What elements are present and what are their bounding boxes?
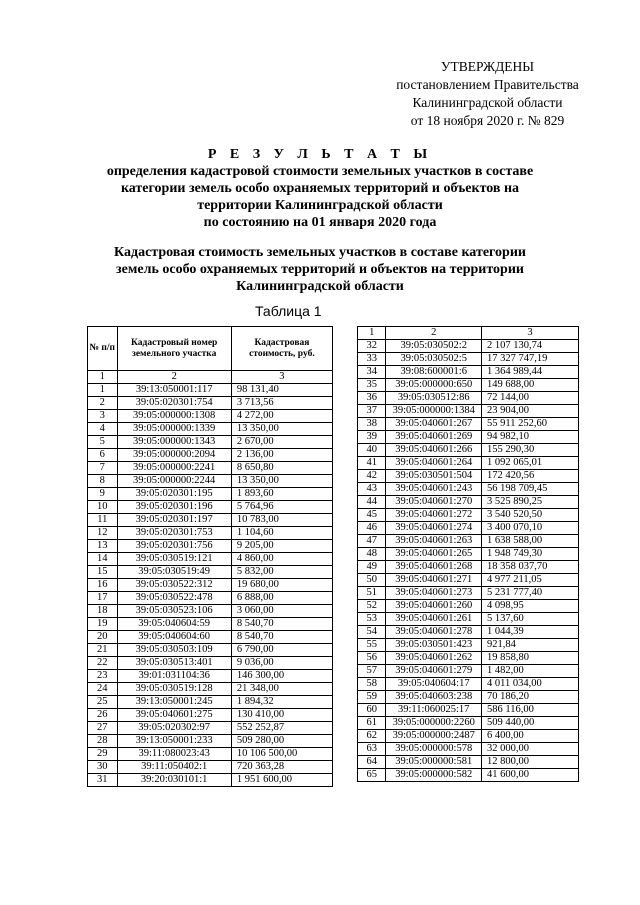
cadastral-value-cell: 4 977 211,05: [482, 574, 579, 587]
row-number-cell: 38: [358, 418, 386, 431]
table-row: [88, 644, 333, 657]
cadastral-number-cell: 39:05:000000:1343: [117, 436, 231, 449]
table-row: [358, 574, 579, 587]
row-number-cell: 10: [88, 501, 118, 514]
row-number-cell: 24: [88, 683, 118, 696]
cadastral-number-cell: 39:05:030519:49: [117, 566, 231, 579]
cadastral-number-cell: 39:05:000000:582: [386, 769, 482, 782]
table-row: [88, 761, 333, 774]
cadastral-number-cell: 39:20:030101:1: [117, 774, 231, 787]
cadastral-value-cell: 12 800,00: [482, 756, 579, 769]
row-number-cell: 45: [358, 509, 386, 522]
table-row: [88, 631, 333, 644]
row-number-cell: 54: [358, 626, 386, 639]
table-row: [358, 483, 579, 496]
column-number-cell: 3: [482, 327, 579, 340]
cadastral-value-cell: 1 951 600,00: [231, 774, 332, 787]
table-row: [358, 353, 579, 366]
row-number-cell: 14: [88, 553, 118, 566]
cadastral-value-cell: 149 688,00: [482, 379, 579, 392]
cadastral-number-cell: 39:05:040601:275: [117, 709, 231, 722]
cadastral-number-cell: 39:08:600001:6: [386, 366, 482, 379]
title-heading: Р Е З У Л Ь Т А Т Ы: [207, 147, 433, 162]
row-number-cell: 63: [358, 743, 386, 756]
table-row: [358, 769, 579, 782]
row-number-cell: 48: [358, 548, 386, 561]
cadastral-number-cell: 39:05:040601:262: [386, 652, 482, 665]
row-number-cell: 18: [88, 605, 118, 618]
table-row: [358, 379, 579, 392]
table-row: [88, 735, 333, 748]
cadastral-number-cell: 39:05:040601:243: [386, 483, 482, 496]
caption-line: Кадастровая стоимость земельных участков в составе категории: [114, 245, 526, 260]
table-row: [358, 470, 579, 483]
column-number-cell: 1: [358, 327, 386, 340]
cadastral-value-cell: 6 400,00: [482, 730, 579, 743]
cadastral-number-cell: 39:05:000000:2487: [386, 730, 482, 743]
approval-line: постановлением Правительства: [396, 77, 579, 92]
cadastral-value-cell: 19 680,00: [231, 579, 332, 592]
row-number-cell: 65: [358, 769, 386, 782]
cadastral-number-cell: 39:05:040603:238: [386, 691, 482, 704]
header-number: № п/п: [88, 327, 118, 371]
cadastral-number-cell: 39:05:020301:754: [117, 397, 231, 410]
cadastral-number-cell: 39:05:020301:756: [117, 540, 231, 553]
cadastral-table-right: [357, 326, 579, 782]
title-line: территории Калининградской области: [197, 198, 443, 213]
column-number-cell: 1: [88, 371, 118, 384]
table-row: [88, 423, 333, 436]
row-number-cell: 30: [88, 761, 118, 774]
cadastral-number-cell: 39:05:040601:267: [386, 418, 482, 431]
row-number-cell: 37: [358, 405, 386, 418]
cadastral-value-cell: 10 106 500,00: [231, 748, 332, 761]
row-number-cell: 41: [358, 457, 386, 470]
cadastral-number-cell: 39:05:030512:86: [386, 392, 482, 405]
cadastral-value-cell: 4 860,00: [231, 553, 332, 566]
cadastral-value-cell: 41 600,00: [482, 769, 579, 782]
row-number-cell: 31: [88, 774, 118, 787]
cadastral-number-cell: 39:05:040601:269: [386, 431, 482, 444]
cadastral-value-cell: 5 137,60: [482, 613, 579, 626]
caption-line: Калининградской области: [236, 279, 404, 294]
cadastral-number-cell: 39:05:030523:106: [117, 605, 231, 618]
cadastral-value-cell: 98 131,40: [231, 384, 332, 397]
cadastral-number-cell: 39:05:020301:195: [117, 488, 231, 501]
cadastral-value-cell: 1 948 749,30: [482, 548, 579, 561]
approval-line: УТВЕРЖДЕНЫ: [440, 59, 535, 74]
table-row: [88, 670, 333, 683]
table-row: [358, 678, 579, 691]
row-number-cell: 15: [88, 566, 118, 579]
cadastral-value-cell: 586 116,00: [482, 704, 579, 717]
row-number-cell: 5: [88, 436, 118, 449]
cadastral-value-cell: 720 363,28: [231, 761, 332, 774]
cadastral-value-cell: 19 858,80: [482, 652, 579, 665]
cadastral-number-cell: 39:05:040601:268: [386, 561, 482, 574]
row-number-cell: 55: [358, 639, 386, 652]
cadastral-value-cell: 1 092 065,01: [482, 457, 579, 470]
cadastral-number-cell: 39:05:040601:263: [386, 535, 482, 548]
table-row: [88, 579, 333, 592]
header-cadastral-value: Кадастровая стоимость, руб.: [231, 327, 332, 371]
table-row: [358, 600, 579, 613]
cadastral-table-left: [87, 326, 333, 787]
cadastral-value-cell: 1 044,39: [482, 626, 579, 639]
table-row: [358, 626, 579, 639]
table-row: [358, 522, 579, 535]
cadastral-number-cell: 39:05:040601:264: [386, 457, 482, 470]
row-number-cell: 62: [358, 730, 386, 743]
table-row: [88, 553, 333, 566]
cadastral-number-cell: 39:11:080023:43: [117, 748, 231, 761]
row-number-cell: 49: [358, 561, 386, 574]
table-row: [358, 366, 579, 379]
cadastral-value-cell: 21 348,00: [231, 683, 332, 696]
cadastral-value-cell: 8 650,80: [231, 462, 332, 475]
table-row: [88, 384, 333, 397]
approval-line: от 18 ноября 2020 г. № 829: [410, 113, 565, 128]
cadastral-value-cell: 1 104,60: [231, 527, 332, 540]
table-row: [88, 774, 333, 787]
row-number-cell: 4: [88, 423, 118, 436]
cadastral-value-cell: 3 713,56: [231, 397, 332, 410]
row-number-cell: 46: [358, 522, 386, 535]
cadastral-value-cell: 8 540,70: [231, 631, 332, 644]
cadastral-number-cell: 39:05:030502:2: [386, 340, 482, 353]
table-caption: [100, 244, 540, 295]
table-row: [88, 397, 333, 410]
row-number-cell: 28: [88, 735, 118, 748]
table-row: [88, 527, 333, 540]
cadastral-number-cell: 39:13:050001:245: [117, 696, 231, 709]
table-row: [358, 418, 579, 431]
table-row: [88, 475, 333, 488]
cadastral-number-cell: 39:11:050402:1: [117, 761, 231, 774]
row-number-cell: 32: [358, 340, 386, 353]
cadastral-number-cell: 39:05:000000:581: [386, 756, 482, 769]
table-row: [358, 340, 579, 353]
cadastral-number-cell: 39:05:040601:279: [386, 665, 482, 678]
cadastral-value-cell: 509 280,00: [231, 735, 332, 748]
cadastral-value-cell: 8 540,70: [231, 618, 332, 631]
cadastral-number-cell: 39:05:030502:5: [386, 353, 482, 366]
title-line: по состоянию на 01 января 2020 года: [203, 215, 437, 230]
table-row: [358, 509, 579, 522]
row-number-cell: 7: [88, 462, 118, 475]
row-number-cell: 6: [88, 449, 118, 462]
table-row: [358, 652, 579, 665]
table-row: [88, 501, 333, 514]
cadastral-number-cell: 39:05:040601:261: [386, 613, 482, 626]
cadastral-value-cell: 509 440,00: [482, 717, 579, 730]
row-number-cell: 9: [88, 488, 118, 501]
cadastral-value-cell: 32 000,00: [482, 743, 579, 756]
row-number-cell: 64: [358, 756, 386, 769]
table-row: [358, 431, 579, 444]
approval-line: Калининградской области: [412, 95, 563, 110]
row-number-cell: 23: [88, 670, 118, 683]
table-row: [88, 540, 333, 553]
row-number-cell: 12: [88, 527, 118, 540]
cadastral-value-cell: 18 358 037,70: [482, 561, 579, 574]
table-row: [88, 722, 333, 735]
cadastral-value-cell: 94 982,10: [482, 431, 579, 444]
row-number-cell: 11: [88, 514, 118, 527]
row-number-cell: 58: [358, 678, 386, 691]
table-label: Таблица 1: [255, 303, 322, 319]
row-number-cell: 3: [88, 410, 118, 423]
row-number-cell: 53: [358, 613, 386, 626]
cadastral-number-cell: 39:05:040604:60: [117, 631, 231, 644]
row-number-cell: 25: [88, 696, 118, 709]
cadastral-number-cell: 39:05:000000:578: [386, 743, 482, 756]
cadastral-value-cell: 3 525 890,25: [482, 496, 579, 509]
cadastral-number-cell: 39:05:040601:273: [386, 587, 482, 600]
row-number-cell: 8: [88, 475, 118, 488]
cadastral-value-cell: 6 888,00: [231, 592, 332, 605]
cadastral-value-cell: 9 205,00: [231, 540, 332, 553]
cadastral-value-cell: 5 231 777,40: [482, 587, 579, 600]
cadastral-number-cell: 39:13:050001:233: [117, 735, 231, 748]
cadastral-number-cell: 39:05:040604:17: [386, 678, 482, 691]
table-row: [88, 657, 333, 670]
cadastral-number-cell: 39:13:050001:117: [117, 384, 231, 397]
cadastral-value-cell: 72 144,00: [482, 392, 579, 405]
cadastral-number-cell: 39:05:020302:97: [117, 722, 231, 735]
table-row: [88, 709, 333, 722]
cadastral-number-cell: 39:05:000000:1339: [117, 423, 231, 436]
cadastral-value-cell: 1 364 989,44: [482, 366, 579, 379]
table-row: [88, 449, 333, 462]
table-row: [88, 696, 333, 709]
row-number-cell: 43: [358, 483, 386, 496]
row-number-cell: 61: [358, 717, 386, 730]
table-row: [358, 613, 579, 626]
cadastral-value-cell: 5 764,96: [231, 501, 332, 514]
cadastral-value-cell: 155 290,30: [482, 444, 579, 457]
cadastral-value-cell: 146 300,00: [231, 670, 332, 683]
table-row: [358, 548, 579, 561]
table-row: [358, 496, 579, 509]
row-number-cell: 51: [358, 587, 386, 600]
cadastral-value-cell: 23 904,00: [482, 405, 579, 418]
table-row: [358, 691, 579, 704]
cadastral-value-cell: 172 420,56: [482, 470, 579, 483]
cadastral-number-cell: 39:05:000000:2241: [117, 462, 231, 475]
table-row: [88, 592, 333, 605]
cadastral-value-cell: 13 350,00: [231, 423, 332, 436]
table-row: [88, 462, 333, 475]
table-row: [358, 392, 579, 405]
cadastral-number-cell: 39:05:030519:121: [117, 553, 231, 566]
cadastral-number-cell: 39:05:040601:265: [386, 548, 482, 561]
cadastral-value-cell: 1 894,32: [231, 696, 332, 709]
row-number-cell: 34: [358, 366, 386, 379]
cadastral-value-cell: 1 482,00: [482, 665, 579, 678]
cadastral-number-cell: 39:05:030522:312: [117, 579, 231, 592]
table-row: [358, 730, 579, 743]
row-number-cell: 27: [88, 722, 118, 735]
cadastral-number-cell: 39:11:060025:17: [386, 704, 482, 717]
row-number-cell: 17: [88, 592, 118, 605]
row-number-cell: 2: [88, 397, 118, 410]
table-row: [358, 405, 579, 418]
table-row: [358, 457, 579, 470]
cadastral-number-cell: 39:05:040601:274: [386, 522, 482, 535]
row-number-cell: 13: [88, 540, 118, 553]
cadastral-value-cell: 1 893,60: [231, 488, 332, 501]
cadastral-value-cell: 70 186,20: [482, 691, 579, 704]
cadastral-number-cell: 39:05:030513:401: [117, 657, 231, 670]
cadastral-number-cell: 39:05:000000:2094: [117, 449, 231, 462]
row-number-cell: 39: [358, 431, 386, 444]
cadastral-value-cell: 1 638 588,00: [482, 535, 579, 548]
table-row: [88, 605, 333, 618]
cadastral-value-cell: 4 272,00: [231, 410, 332, 423]
table-row: [358, 587, 579, 600]
cadastral-value-cell: 56 198 709,45: [482, 483, 579, 496]
cadastral-value-cell: 130 410,00: [231, 709, 332, 722]
title-line: категории земель особо охраняемых территорий и объектов на: [120, 181, 520, 196]
row-number-cell: 57: [358, 665, 386, 678]
row-number-cell: 36: [358, 392, 386, 405]
cadastral-value-cell: 921,84: [482, 639, 579, 652]
row-number-cell: 26: [88, 709, 118, 722]
table-row: [88, 566, 333, 579]
cadastral-value-cell: 13 350,00: [231, 475, 332, 488]
cadastral-value-cell: 10 783,00: [231, 514, 332, 527]
row-number-cell: 40: [358, 444, 386, 457]
column-number-cell: 2: [386, 327, 482, 340]
row-number-cell: 29: [88, 748, 118, 761]
row-number-cell: 20: [88, 631, 118, 644]
cadastral-number-cell: 39:05:030503:109: [117, 644, 231, 657]
row-number-cell: 56: [358, 652, 386, 665]
row-number-cell: 1: [88, 384, 118, 397]
cadastral-number-cell: 39:05:020301:197: [117, 514, 231, 527]
row-number-cell: 19: [88, 618, 118, 631]
table-row: [88, 683, 333, 696]
approval-block: [380, 58, 595, 130]
cadastral-value-cell: 55 911 252,60: [482, 418, 579, 431]
table-row: [88, 410, 333, 423]
table-row: [88, 436, 333, 449]
cadastral-value-cell: 6 790,00: [231, 644, 332, 657]
row-number-cell: 16: [88, 579, 118, 592]
cadastral-number-cell: 39:05:020301:196: [117, 501, 231, 514]
cadastral-number-cell: 39:05:040601:260: [386, 600, 482, 613]
cadastral-number-cell: 39:05:030522:478: [117, 592, 231, 605]
row-number-cell: 33: [358, 353, 386, 366]
cadastral-value-cell: 2 107 130,74: [482, 340, 579, 353]
cadastral-value-cell: 3 400 070,10: [482, 522, 579, 535]
table-row: [358, 665, 579, 678]
cadastral-number-cell: 39:05:000000:2260: [386, 717, 482, 730]
cadastral-number-cell: 39:05:040601:271: [386, 574, 482, 587]
cadastral-number-cell: 39:05:040601:278: [386, 626, 482, 639]
row-number-cell: 42: [358, 470, 386, 483]
cadastral-number-cell: 39:05:000000:2244: [117, 475, 231, 488]
cadastral-number-cell: 39:05:020301:753: [117, 527, 231, 540]
cadastral-number-cell: 39:05:040601:270: [386, 496, 482, 509]
cadastral-number-cell: 39:05:000000:650: [386, 379, 482, 392]
row-number-cell: 50: [358, 574, 386, 587]
cadastral-number-cell: 39:05:030501:504: [386, 470, 482, 483]
cadastral-number-cell: 39:05:030501:423: [386, 639, 482, 652]
header-cadastral-number: Кадастровый номер земельного участка: [117, 327, 231, 371]
row-number-cell: 59: [358, 691, 386, 704]
document-title: [90, 146, 550, 231]
cadastral-value-cell: 9 036,00: [231, 657, 332, 670]
table-row: [358, 704, 579, 717]
cadastral-value-cell: 4 011 034,00: [482, 678, 579, 691]
caption-line: земель особо охраняемых территорий и объектов на территории: [116, 262, 524, 277]
column-number-cell: 2: [117, 371, 231, 384]
cadastral-number-cell: 39:05:040604:59: [117, 618, 231, 631]
table-row: [88, 514, 333, 527]
title-line: определения кадастровой стоимости земельных участков в составе: [106, 164, 534, 179]
cadastral-number-cell: 39:05:000000:1308: [117, 410, 231, 423]
cadastral-number-cell: 39:05:040601:266: [386, 444, 482, 457]
cadastral-number-cell: 39:05:000000:1384: [386, 405, 482, 418]
row-number-cell: 22: [88, 657, 118, 670]
table-row: [88, 618, 333, 631]
column-number-cell: 3: [231, 371, 332, 384]
cadastral-value-cell: 552 252,87: [231, 722, 332, 735]
table-row: [358, 444, 579, 457]
cadastral-value-cell: 3 540 520,50: [482, 509, 579, 522]
row-number-cell: 21: [88, 644, 118, 657]
table-row: [358, 743, 579, 756]
cadastral-value-cell: 3 060,00: [231, 605, 332, 618]
cadastral-value-cell: 5 832,00: [231, 566, 332, 579]
cadastral-number-cell: 39:05:040601:272: [386, 509, 482, 522]
cadastral-value-cell: 17 327 747,19: [482, 353, 579, 366]
row-number-cell: 44: [358, 496, 386, 509]
table-row: [88, 488, 333, 501]
cadastral-value-cell: 2 670,00: [231, 436, 332, 449]
table-row: [358, 717, 579, 730]
table-row: [358, 639, 579, 652]
cadastral-value-cell: 2 136,00: [231, 449, 332, 462]
table-row: [358, 561, 579, 574]
cadastral-number-cell: 39:05:030519:128: [117, 683, 231, 696]
table-row: [88, 748, 333, 761]
row-number-cell: 35: [358, 379, 386, 392]
cadastral-value-cell: 4 098,95: [482, 600, 579, 613]
row-number-cell: 52: [358, 600, 386, 613]
table-row: [358, 535, 579, 548]
row-number-cell: 47: [358, 535, 386, 548]
cadastral-number-cell: 39:01:031104:36: [117, 670, 231, 683]
row-number-cell: 60: [358, 704, 386, 717]
table-row: [358, 756, 579, 769]
